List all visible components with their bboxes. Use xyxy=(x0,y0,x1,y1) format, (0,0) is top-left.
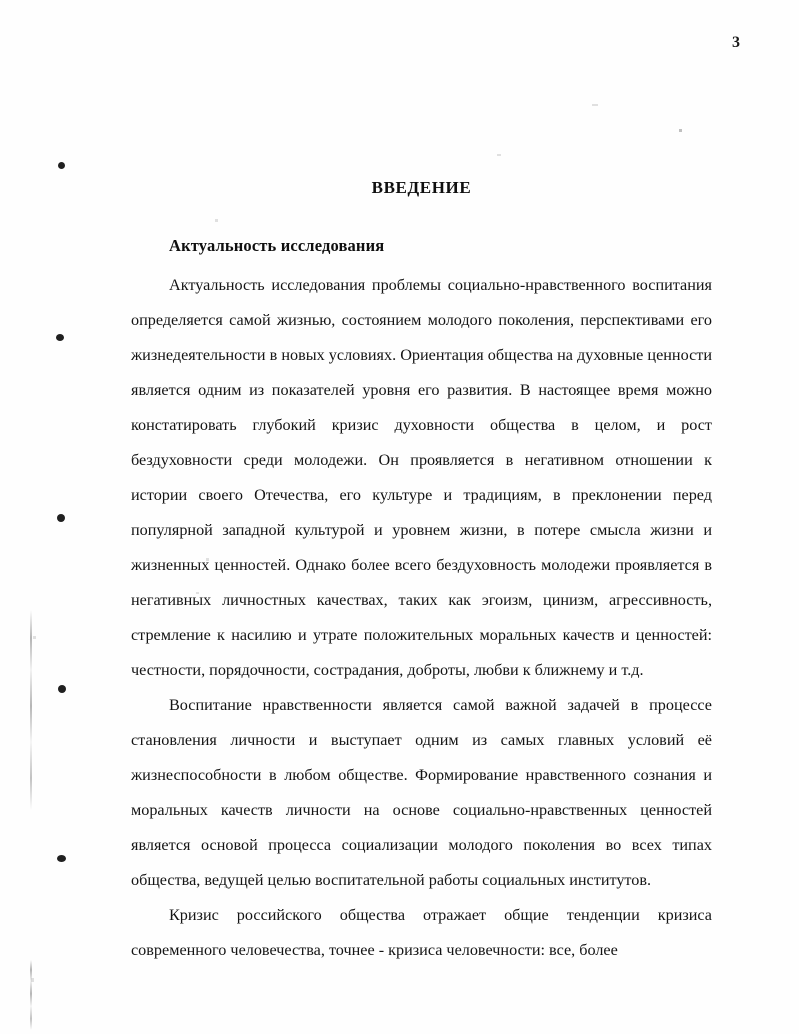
scan-artifact-speck xyxy=(679,129,682,132)
body-paragraph: Кризис российского общества отражает общие тенденции кризиса современного человечества, точнее - кризиса человечности: все, более xyxy=(131,906,712,959)
body-paragraph: Актуальность исследования проблемы социально-нравственного воспитания определяется самой жизнью, состоянием молодого поколения, перспективами его жизнедеятельности в новых условиях. Ориентация общества на духовные ценности является одним из показателей уровня его развития. В настоящее время можно констатировать глубокий кризис духовности общества в целом, и рост бездуховности среди молодежи. Он проявляется в негативном отношении к истории своего Отечества, его культуре и традициям, в преклонении перед популярной западной культурой и уровнем жизни, в потере смысла жизни и жизненных ценностей. Однако более всего бездуховность молодежи проявляется в негативных личностных качествах, таких как эгоизм, цинизм, агрессивность, стремление к насилию и утрате положительных моральных качеств и ценностей: честности, порядочности, сострадания, доброты, любви к ближнему и т.д. xyxy=(131,276,712,679)
scan-artifact-speck xyxy=(497,154,501,156)
section-heading: Актуальность исследования xyxy=(169,236,385,255)
scan-artifact-speck xyxy=(592,104,598,106)
body-paragraph: Воспитание нравственности является самой важной задачей в процессе становления личности и выступает одним из самых главных условий её жизнеспособности в любом обществе. Формирование нравственного сознания и моральных качеств личности на основе социально-нравственных ценностей является основой процесса социализации молодого поколения во всех типах общества, ведущей целью воспитательной работы социальных институтов. xyxy=(131,696,712,889)
scan-artifact-dust-column xyxy=(30,960,32,1030)
scan-artifact-speck xyxy=(31,978,34,982)
page-title: ВВЕДЕНИЕ xyxy=(371,178,472,197)
scan-artifact-dot xyxy=(58,162,65,169)
scan-artifact-dot xyxy=(58,685,66,693)
scan-artifact-dot xyxy=(57,514,65,522)
scan-artifact-dot xyxy=(57,855,66,862)
text-column xyxy=(131,178,712,968)
scan-artifact-dot xyxy=(56,334,64,341)
page-number: 3 xyxy=(732,34,740,51)
scan-artifact-dust-column xyxy=(30,610,32,810)
scan-artifact-speck xyxy=(33,636,36,639)
